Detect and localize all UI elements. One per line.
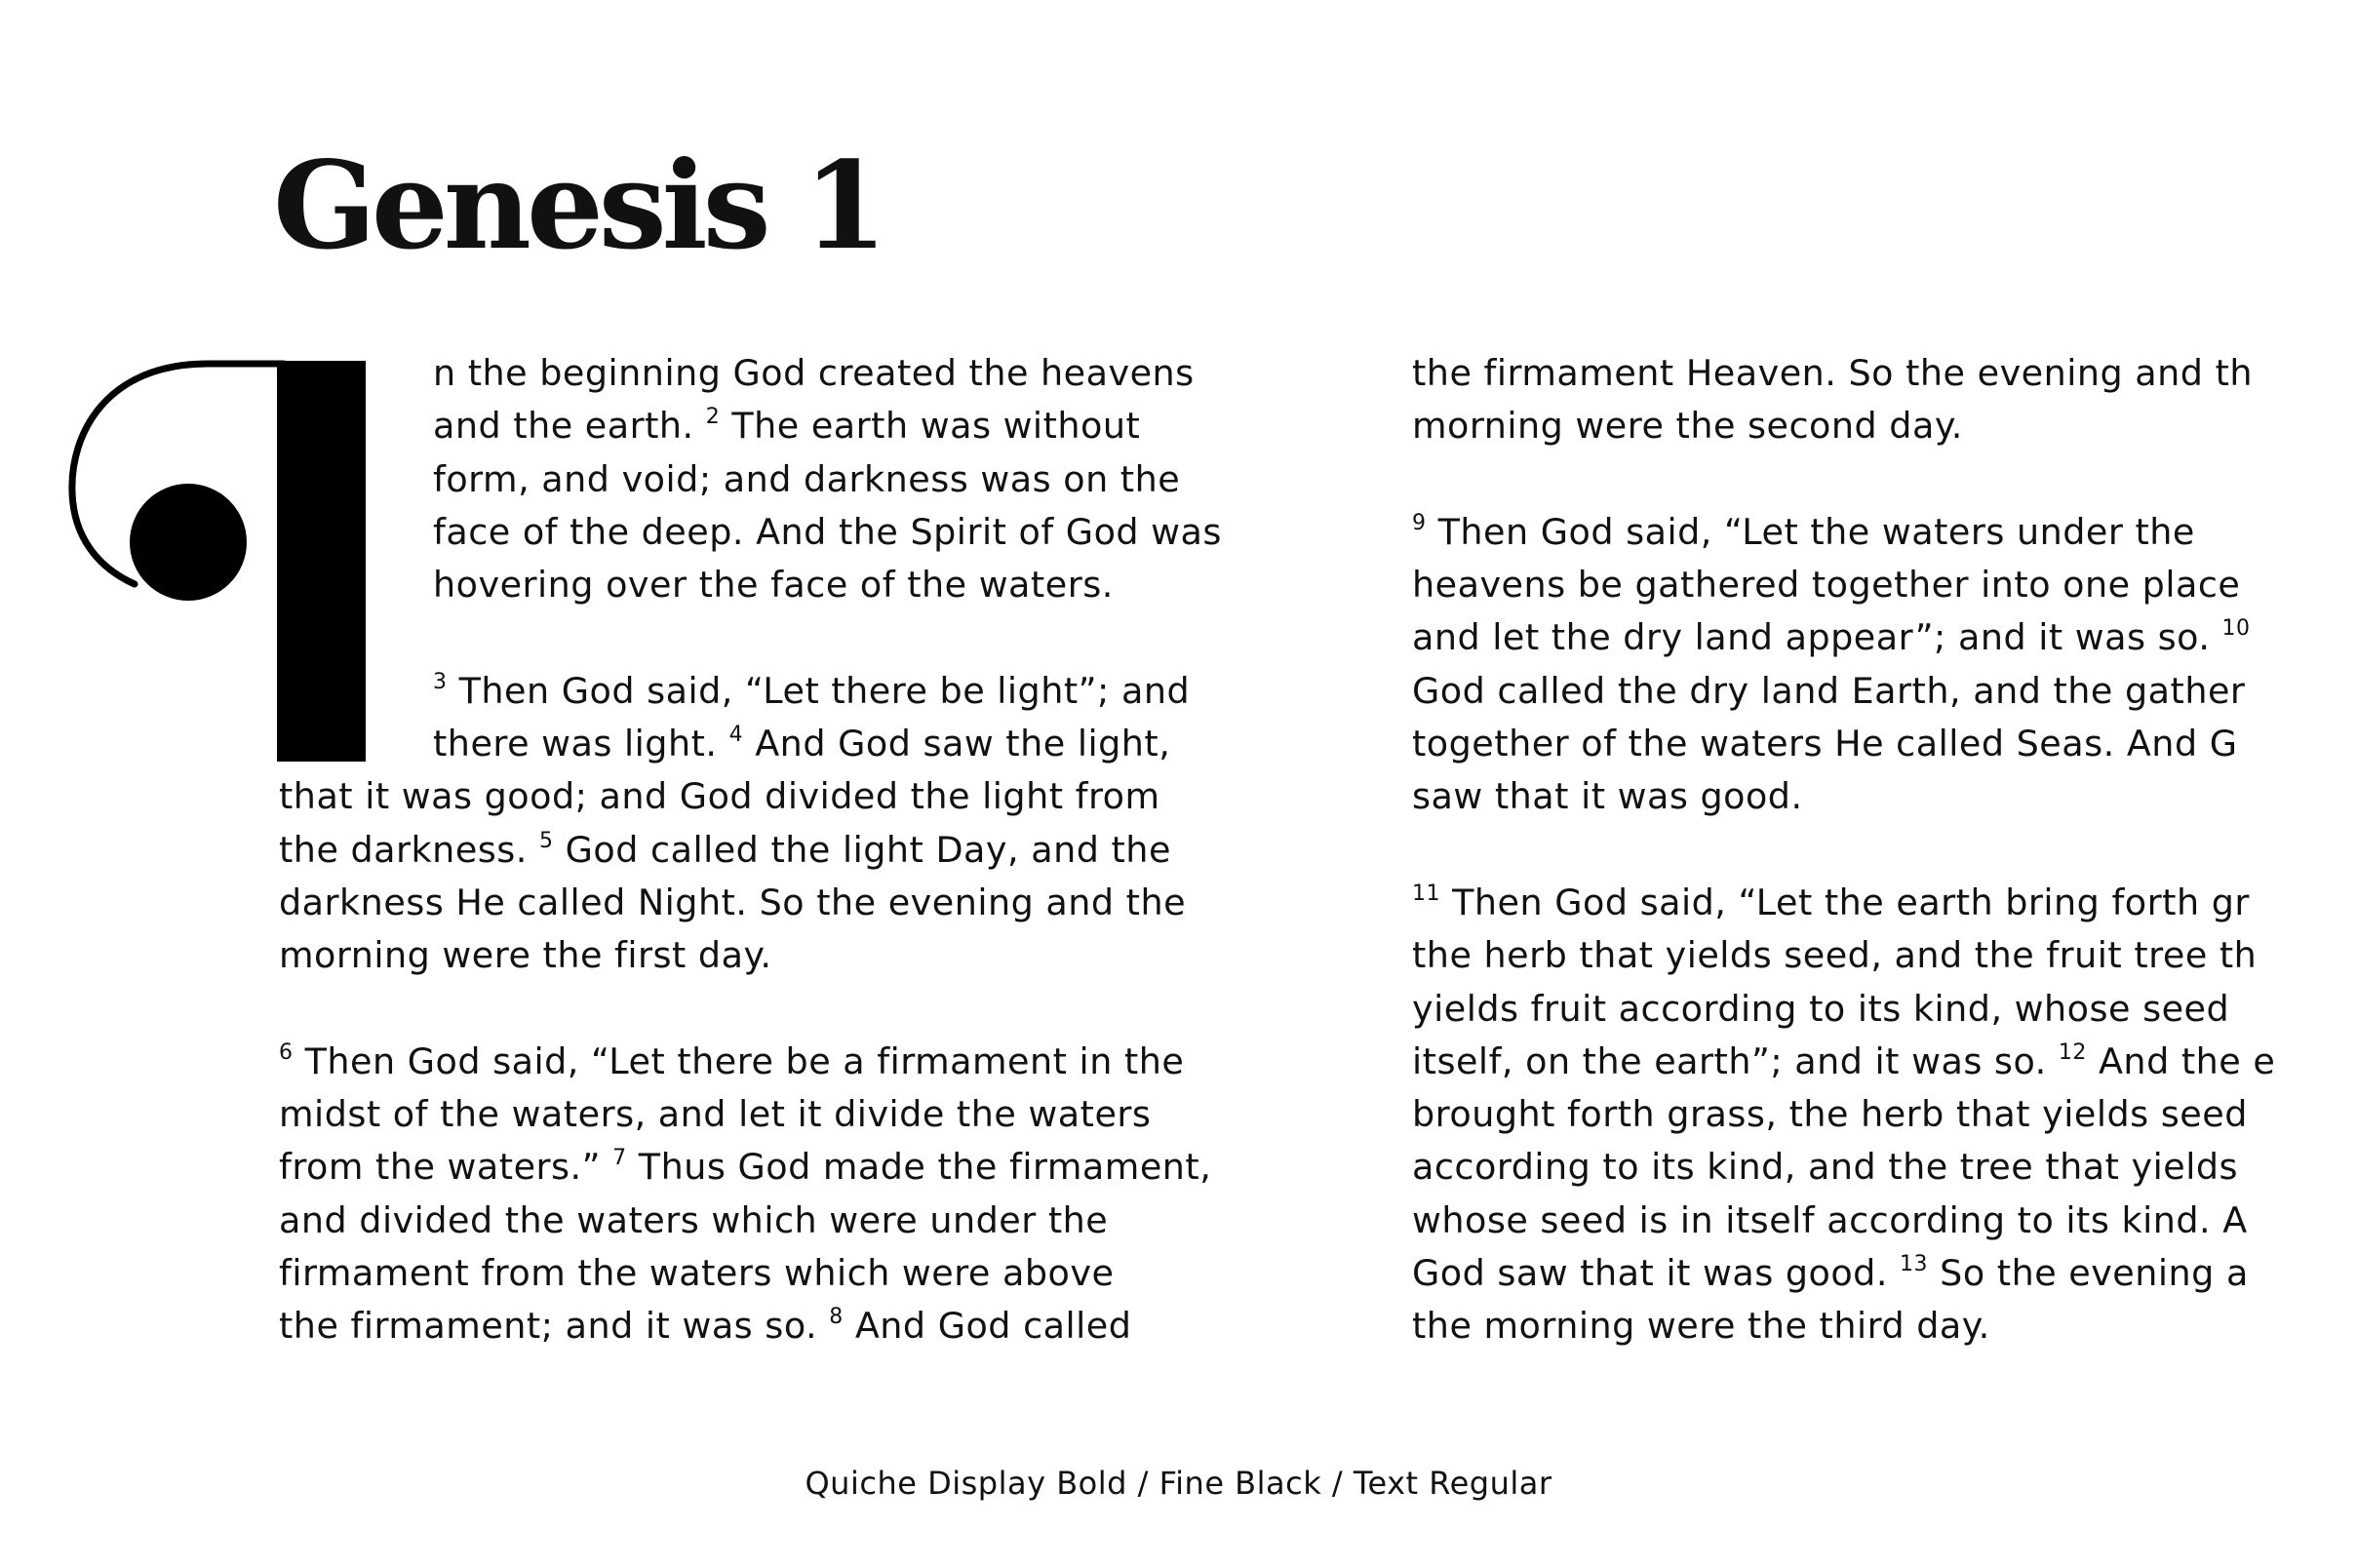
line-text: Then God said, “Let the earth bring forth gr xyxy=(1440,881,2250,923)
line-text: The earth was without xyxy=(720,405,1141,448)
line-text: the firmament; and it was so. xyxy=(279,1305,830,1348)
verse-line xyxy=(1412,1300,2275,1352)
line-text: firmament from the waters which were above xyxy=(279,1252,1115,1295)
verse-line xyxy=(1412,1036,2275,1088)
line-text: the herb that yields seed, and the fruit tree th xyxy=(1412,934,2258,977)
text-column-right xyxy=(1412,347,2275,1353)
verse-line xyxy=(279,665,1222,718)
verse-number: 7 xyxy=(612,1146,627,1171)
line-text: and the earth. xyxy=(433,405,706,448)
line-text: Then God said, “Let the waters under the xyxy=(1426,510,2195,553)
verse-line xyxy=(279,453,1222,506)
line-text: midst of the waters, and let it divide the waters xyxy=(279,1093,1152,1136)
verse-line xyxy=(1412,347,2275,400)
verse-number: 8 xyxy=(829,1305,844,1330)
verse-line xyxy=(1412,559,2275,611)
verse-line xyxy=(1412,400,2275,452)
verse-line xyxy=(1412,1141,2275,1194)
verse-line xyxy=(279,824,1222,877)
verse-line xyxy=(1412,611,2275,664)
verse-line xyxy=(279,1195,1222,1247)
line-text: saw that it was good. xyxy=(1412,775,1803,818)
paragraph-gap xyxy=(1412,824,2275,877)
font-specimen-caption: Quiche Display Bold / Fine Black / Text Regular xyxy=(805,1465,1552,1502)
line-text: God called the light Day, and the xyxy=(553,828,1171,871)
line-text: itself, on the earth”; and it was so. xyxy=(1412,1039,2059,1082)
line-text: morning were the second day. xyxy=(1412,405,1963,448)
line-text: brought forth grass, the herb that yields seed xyxy=(1412,1093,2248,1136)
verse-line xyxy=(279,1088,1222,1141)
line-text: there was light. xyxy=(433,723,729,765)
line-text: face of the deep. And the Spirit of God was xyxy=(433,510,1222,553)
verse-line xyxy=(279,559,1222,611)
paragraph-gap xyxy=(279,983,1222,1036)
line-text: form, and void; and darkness was on the xyxy=(433,457,1181,500)
paragraph-gap xyxy=(279,611,1222,664)
line-text: together of the waters He called Seas. And G xyxy=(1412,723,2238,765)
line-text: Thus God made the firmament, xyxy=(626,1146,1212,1189)
line-text: And God saw the light, xyxy=(743,723,1171,765)
verse-number: 4 xyxy=(728,722,744,747)
verse-number: 3 xyxy=(433,669,448,694)
line-text: God saw that it was good. xyxy=(1412,1252,1901,1295)
line-text: Then God said, “Let there be light”; and xyxy=(447,669,1191,712)
verse-line xyxy=(279,929,1222,982)
line-text: And God called xyxy=(843,1305,1132,1348)
verse-line xyxy=(279,1300,1222,1352)
verse-line xyxy=(279,1036,1222,1088)
verse-line xyxy=(1412,983,2275,1036)
line-text: the darkness. xyxy=(279,828,540,871)
verse-number: 11 xyxy=(1412,881,1440,906)
verse-number: 10 xyxy=(2221,616,2251,642)
verse-line xyxy=(1412,506,2275,559)
line-text: And the e xyxy=(2086,1039,2276,1082)
verse-line xyxy=(279,1141,1222,1194)
verse-number: 6 xyxy=(279,1039,294,1065)
verse-line xyxy=(1412,665,2275,718)
line-text: n the beginning God created the heavens xyxy=(433,352,1195,394)
verse-line xyxy=(1412,1195,2275,1247)
verse-line xyxy=(279,506,1222,559)
line-text: darkness He called Night. So the evening and the xyxy=(279,881,1187,923)
line-text: the firmament Heaven. So the evening and th xyxy=(1412,352,2254,394)
verse-number: 12 xyxy=(2058,1039,2087,1065)
line-text: whose seed is in itself according to its kind. A xyxy=(1412,1198,2248,1241)
verse-number: 13 xyxy=(1900,1251,1929,1276)
verse-line xyxy=(1412,1088,2275,1141)
verse-line xyxy=(279,400,1222,452)
verse-line xyxy=(279,877,1222,929)
line-text: that it was good; and God divided the light from xyxy=(279,775,1160,818)
line-text: the morning were the third day. xyxy=(1412,1305,1990,1348)
text-column-left xyxy=(279,347,1222,1353)
verse-line xyxy=(279,347,1222,400)
verse-number: 5 xyxy=(539,828,554,853)
line-text: heavens be gathered together into one place xyxy=(1412,564,2241,607)
page-title: Genesis 1 xyxy=(273,136,884,277)
verse-line xyxy=(1412,929,2275,982)
line-text: yields fruit according to its kind, whose seed xyxy=(1412,987,2230,1030)
verse-number: 2 xyxy=(705,405,721,430)
paragraph-gap xyxy=(1412,453,2275,506)
line-text: morning were the first day. xyxy=(279,934,772,977)
line-text: according to its kind, and the tree that yields xyxy=(1412,1146,2239,1189)
line-text: and let the dry land appear”; and it was so. xyxy=(1412,616,2222,659)
verse-line xyxy=(279,770,1222,823)
line-text: and divided the waters which were under the xyxy=(279,1198,1109,1241)
verse-line xyxy=(1412,718,2275,770)
verse-line xyxy=(279,1247,1222,1300)
line-text: Then God said, “Let there be a firmament in the xyxy=(293,1039,1185,1082)
verse-line xyxy=(1412,877,2275,929)
line-text: from the waters.” xyxy=(279,1146,613,1189)
verse-line xyxy=(1412,770,2275,823)
line-text: God called the dry land Earth, and the gather xyxy=(1412,669,2246,712)
line-text: hovering over the face of the waters. xyxy=(433,564,1114,607)
verse-line xyxy=(279,718,1222,770)
verse-line xyxy=(1412,1247,2275,1300)
line-text: So the evening a xyxy=(1928,1252,2249,1295)
verse-number: 9 xyxy=(1412,510,1427,535)
